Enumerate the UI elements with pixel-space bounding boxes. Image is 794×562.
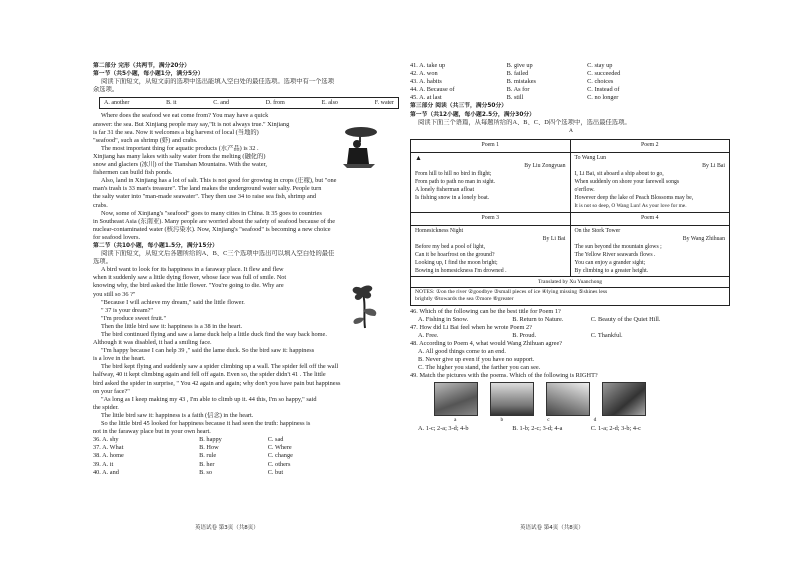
passage-line: Then the little bird saw it: happiness is a 38 in the heart. [101, 322, 243, 330]
question-46: 46. Which of the following can be the best title for Poem 1? [410, 307, 561, 315]
reading-section1-heading: 第一节（共12小题，每小题2.5分，满分30分） [410, 111, 535, 118]
option[interactable]: A. All good things come to an end. [418, 348, 506, 356]
option-row [93, 461, 405, 469]
passage-line: "I'm happy because I can help 39 ," said the lame duck. So the bird saw it: happiness [101, 347, 315, 355]
poems-row-2-header [411, 213, 729, 226]
poems-row-1 [411, 153, 729, 213]
passage-line: halfway, 40 it kept climbing again and fell off again. Even so, the spider didn't 41 . The little [93, 371, 326, 379]
option[interactable]: C. no longer [587, 94, 619, 102]
passage-line: "Because I will achieve my dream," said the little flower. [101, 298, 245, 306]
passage-line: "I'm produce sweet fruit." [101, 314, 167, 322]
question-49: 49. Match the pictures with the poems. Which of the following is RIGHT? [410, 372, 598, 380]
passage-line: for seafood lovers. [93, 233, 141, 241]
poem-line: When suddenly on shore your farewell songs [574, 179, 680, 186]
poem-line: From path to path no man in sight. [415, 179, 496, 186]
q46-options [410, 316, 732, 324]
option[interactable]: A. Free. [418, 331, 439, 339]
passage-line: Now, some of Xinjiang's "seafood" goes to many cities in China. It 35 goes to countries [101, 209, 322, 217]
poem2-author: By Li Bai [702, 162, 725, 169]
picture-label: b [500, 417, 504, 424]
picture-label: c [547, 417, 550, 424]
poem-line: It is not so deep, O Wang Lun! As your love for me. [574, 203, 687, 210]
passage-line: The bird continued flying and saw a lame duck help a little duck find the way back home. [101, 331, 327, 338]
right-page [410, 62, 732, 433]
word-option: C. and [213, 100, 229, 107]
passage-line: Although it was disabled, it had a smiling face. [93, 339, 212, 347]
picture-label: a [454, 417, 457, 424]
poem2-title: Poem 2 [570, 140, 730, 152]
passage-line: answer: the sea. But Xinjiang people may say,"It is not always true." Xinjiang [93, 120, 290, 128]
option-row [93, 452, 405, 460]
passage-line: The little bird saw it: happiness is a faith (信念) in the heart. [101, 411, 254, 419]
q47-options [410, 332, 732, 340]
option-row [93, 469, 405, 477]
option[interactable]: B. happy [199, 436, 222, 444]
option[interactable]: 41. A. take up [410, 62, 446, 69]
option-row [410, 62, 732, 70]
poems-row-header [411, 140, 729, 153]
passage-line: man's trash is 33 man's treasure". The land makes the underground water salty. People turn [93, 185, 322, 193]
option-row [93, 436, 405, 444]
poem3-author: By Li Bai [542, 235, 566, 242]
passage-line: Also, land in Xinjiang has a lot of salt. This is not good for growing in crops (庄稼), but "one [101, 177, 337, 185]
right-page-footer: 英语试卷 第4页（共8页） [520, 525, 584, 531]
option[interactable]: B. rule [199, 452, 217, 460]
option[interactable]: C. choices [587, 78, 614, 86]
poem3-name: Homesickness Night [415, 227, 464, 234]
option-row [410, 86, 732, 94]
passage-line: the spider. [93, 403, 119, 411]
option[interactable]: C. Thankful. [590, 331, 623, 339]
poems-row-2 [411, 226, 729, 278]
option[interactable]: 43. A. habits [410, 78, 442, 86]
word-option: D. from [265, 100, 285, 107]
poem-line: Before my bed a pool of light, [415, 243, 486, 250]
passage-line: not in the faraway place but in your own heart. [93, 428, 211, 436]
passage-line: snow and glaciers (冰川) of the Tianshan Mountains. With the water, [93, 161, 267, 169]
option[interactable]: B. As for [506, 86, 530, 94]
note-line: NOTES: ①on the river ②goodbye ③small pieces of ice ④lying missing ⑤shines less [415, 289, 608, 296]
left-page-footer: 英语试卷 第3页（共8页） [195, 525, 259, 531]
passage-line: Xinjiang has many lakes with salty water from the melting (融化的) [93, 152, 266, 160]
options-41-45 [410, 62, 732, 102]
option[interactable]: 40. A. and [93, 468, 119, 476]
poem2-cell [570, 153, 730, 212]
option[interactable]: C. 1-a; 2-d; 3-b; 4-c [590, 424, 641, 432]
word-option: A. another [104, 100, 130, 107]
option[interactable]: C. Instead of [587, 86, 620, 94]
poem-line: A lonely fisherman afloat [415, 187, 475, 194]
option-row [93, 444, 405, 452]
option[interactable]: B. mistakes [506, 78, 536, 86]
option[interactable]: A. 1-c; 2-a; 3-d; 4-b [418, 424, 469, 432]
picture-b [490, 382, 534, 416]
poem-line: However deep the lake of Peach Blossoms may be, [574, 195, 694, 202]
option[interactable]: B. Return to Nature. [512, 315, 564, 323]
section1-heading: 第一节（共5小题，每小题1分，满分5分） [93, 71, 204, 78]
q49-options [410, 425, 732, 433]
poem-line: By climbing to a greater height. [574, 267, 649, 274]
options-36-40 [93, 436, 405, 476]
passage-line: is far 31 the sea. Now it welcomes a big harvest of local (当地的) [93, 128, 259, 136]
option[interactable]: C. change [267, 452, 293, 460]
part2-heading: 第二部分 完形（共两节，满分20分） [93, 63, 191, 69]
poem-line: Looking up, I find the moon bright; [415, 259, 498, 266]
poem2-name: To Wang Lun [574, 154, 607, 161]
picture-a [434, 382, 478, 416]
section2-heading: 第二节（共10小题，每小题1.5分，满分15分） [93, 242, 218, 249]
reading-instruction: 阅读下面三个语篇，从每题所给的A、B、C、D四个选项中，选出最佳选项。 [418, 118, 631, 126]
poem-line: Can it be hoarfrost on the ground? [415, 251, 495, 258]
translator-credit: Translated by Xu Yuanchong [411, 277, 729, 288]
section2-instruction-line: 阅读下面短文，从短文后各题所给的A、B、C三个选项中选出可以填入空白处的最佳 [101, 250, 335, 258]
picture-labels [454, 416, 732, 424]
poem3-cell [411, 226, 570, 277]
poem1-author: By Liu Zongyuan [524, 162, 566, 169]
option[interactable]: C. Beauty of the Quiet Hill. [590, 315, 661, 323]
option[interactable]: B. her [199, 460, 215, 468]
option[interactable]: C. succeeded [587, 70, 621, 78]
passage-line: A bird want to look for its happiness in a faraway place. It flew and flew [101, 266, 284, 274]
passage-line: Where does the seafood we eat come from? You may have a quick [101, 112, 269, 120]
passage-line: you still so 36 ?" [93, 290, 136, 298]
option-row [410, 78, 732, 86]
option[interactable]: 38. A. home [93, 452, 124, 460]
option[interactable]: C. sad [267, 436, 284, 444]
poem-line: From hill to hill no bird in flight; [415, 171, 492, 178]
passage-line: knowing why, the bird asked the little flower. "You're going to die. Why are [93, 282, 284, 290]
poem-line: Is fishing snow in a lonely boat. [415, 195, 490, 202]
option[interactable]: 44. A. Because of [410, 86, 455, 94]
picture-strip [434, 382, 732, 416]
passage-line: in Southeast Asia (东南亚). Many people are worried about the safety of seafood because of the [93, 217, 336, 225]
poem4-name: On the Stork Tower [574, 227, 621, 234]
option-row [410, 94, 732, 102]
option[interactable]: B. give up [506, 62, 533, 69]
picture-label: d [593, 417, 597, 424]
flower-illustration [345, 280, 385, 330]
poem4-cell [570, 226, 730, 277]
option[interactable]: 37. A. What [93, 444, 124, 452]
passage-line: " 37 is your dream?" [101, 306, 154, 314]
section2-instruction-line: 选项。 [93, 258, 112, 266]
poem-line: The sun beyond the mountain glows ; [574, 243, 662, 250]
passage-line: crabs. [93, 201, 108, 209]
picture-d [602, 382, 646, 416]
option[interactable]: B. 1-b; 2-c; 3-d; 4-a [512, 424, 563, 432]
word-option: F. water [374, 100, 394, 107]
passage-label-a: A [569, 127, 573, 134]
option[interactable]: 39. A. it [93, 460, 114, 468]
option[interactable]: C. but [267, 468, 284, 476]
passage-line: on your face?" [93, 387, 130, 395]
poem-notes [411, 288, 729, 304]
fisherman-illustration [339, 124, 379, 168]
poem-line: I, Li Bai, sit aboard a ship about to go, [574, 171, 664, 178]
option[interactable]: C. The higher you stand, the farther you can see. [418, 364, 541, 372]
option[interactable]: C. stay up [587, 62, 613, 69]
triangle-icon: ▲ [415, 153, 422, 162]
option[interactable]: B. failed [506, 70, 529, 78]
option[interactable]: C. Where [267, 444, 292, 452]
passage-line: So the little bird 45 looked for happiness because it had seen the truth: happiness is [101, 420, 311, 428]
passage-line: The bird kept flying and suddenly saw a spider climbing up a wall. The spider fell off the wall [101, 363, 339, 371]
poem4-author: By Wang Zhihuan [682, 235, 725, 242]
passage-line: "seafood", such as shrimp (虾) and crabs. [93, 136, 198, 144]
word-option: E. also [321, 100, 338, 107]
option[interactable]: B. still [506, 94, 524, 102]
left-page [93, 62, 405, 477]
option[interactable]: B. Proud. [512, 331, 537, 339]
poem1-title: Poem 1 [481, 141, 500, 148]
picture-c [546, 382, 590, 416]
poem3-title: Poem 3 [481, 214, 500, 221]
option[interactable]: B. so [199, 468, 213, 476]
poem-line: The Yellow River seawards flows . [574, 251, 656, 258]
option[interactable]: 36. A. shy [93, 436, 119, 444]
option[interactable]: 45. A. at last [410, 94, 442, 102]
option[interactable]: B. Never give up even if you have no support. [418, 356, 535, 364]
passage-line: the salty water into "man-made seawater". They then use 34 to raise sea fish, shrimp and [93, 193, 317, 201]
passage-line: is a love in the heart. [93, 355, 146, 363]
poems-table [410, 139, 730, 306]
question-47: 47. How did Li Bai feel when he wrote Poem 2? [410, 323, 532, 331]
section1-instruction-line: 余选项。 [93, 86, 119, 94]
option[interactable]: C. others [267, 460, 291, 468]
passage-line: nuclear-contaminated water (核污染水). Now, Xinjiang's "seafood" is becoming a new choice [93, 225, 331, 233]
note-line: brightly ⑥towards the sea ⑦more ⑧greater [415, 296, 514, 303]
word-bank [99, 97, 399, 109]
option[interactable]: 42. A. won [410, 70, 438, 78]
option[interactable]: B. How [199, 444, 219, 452]
poem-line: o'erflow. [574, 187, 595, 194]
passage-line: fishermen can build fish ponds. [93, 169, 173, 177]
poem-line: You can enjoy a grander sight; [574, 259, 646, 266]
question-48: 48. According to Poem 4, what would Wang Zhihuan agree? [410, 339, 563, 347]
passage-line: when it suddenly saw a little dying flower, whose face was full of smile. Not [93, 274, 287, 282]
poem4-title: Poem 4 [570, 213, 730, 225]
passage-line: bird asked the spider in surprise, " You 42 again and again; why don't you have pain but happiness [93, 379, 341, 387]
poem1-cell [411, 153, 570, 212]
word-option: B. it [166, 100, 177, 107]
passage-line: The most important thing for aquatic products (水产品) is 32 . [101, 144, 259, 152]
option-row [410, 70, 732, 78]
poem-line: Bowing in homesickness I'm drowned . [415, 267, 507, 274]
option[interactable]: A. Fishing in Snow. [418, 315, 469, 323]
passage-line: "As long as I keep making my 43 , I'm able to climb up it. 44 this, I'm so happy," said [101, 395, 317, 403]
section1-instruction-line: 阅读下面短文，从短文前的选项中选出能填入空白处的最佳选项。选项中有一个选项 [101, 78, 334, 86]
part3-heading: 第三部分 阅读（共三节，满分50分） [410, 103, 508, 110]
